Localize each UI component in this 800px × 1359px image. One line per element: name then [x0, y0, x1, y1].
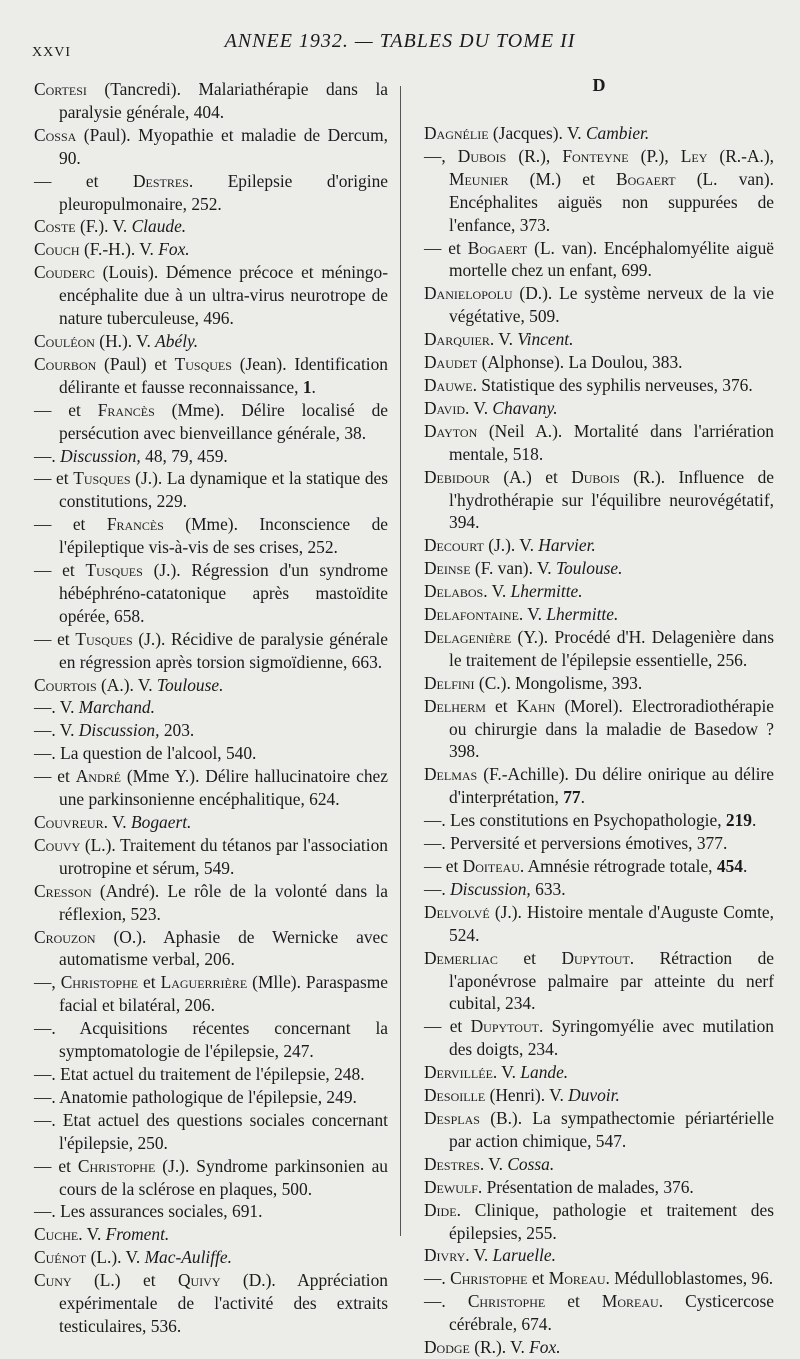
- index-entry: [424, 855, 774, 878]
- entry-text: —.: [424, 1268, 451, 1289]
- entry-text: . V.: [465, 1245, 493, 1266]
- entry-text: (L. van). Encéphalomyélite aiguë mortelle chez un enfant, 699.: [449, 237, 775, 281]
- index-entry: [34, 559, 388, 628]
- column-divider: [400, 86, 401, 1236]
- author-name: Dide: [424, 1199, 457, 1220]
- cross-reference: Discussion,: [60, 445, 141, 466]
- author-name: Cuche: [34, 1224, 79, 1245]
- cross-reference: Cambier.: [585, 123, 650, 143]
- author-name: Destres: [132, 170, 189, 191]
- entry-text: (Neil A.). Mortalité dans l'arriération mentale, 518.: [449, 420, 774, 464]
- entry-text: et: [485, 695, 517, 716]
- author-name: Daudet: [424, 352, 478, 373]
- author-name: Bogaert: [467, 237, 528, 258]
- author-name: Dauwe: [424, 374, 473, 395]
- entry-text: — et: [34, 468, 74, 489]
- entry-text: (Morel). Electroradiothérapie ou chirurgie dans la maladie de Basedow ? 398.: [449, 695, 774, 762]
- author-name: Dubois: [571, 466, 620, 487]
- entry-text: — et: [424, 856, 463, 876]
- entry-text: —,: [34, 972, 61, 993]
- index-entry: [424, 1153, 774, 1176]
- entry-text: (J.). Régression d'un syndrome hébéphréno-catatonique après mastoïdite opérée, 658.: [59, 560, 388, 626]
- index-entry: [424, 122, 774, 145]
- entry-text: 633.: [530, 878, 566, 899]
- entry-text: —. V.: [34, 720, 79, 741]
- index-entry: [34, 811, 388, 834]
- entry-text: (Jean). Identification délirante et fausse reconnaissance,: [59, 353, 388, 397]
- entry-text: —. Les constitutions en Psychopathologie,: [424, 810, 726, 831]
- author-name: Quivy: [177, 1270, 221, 1291]
- author-name: Dayton: [424, 420, 478, 441]
- cross-reference: Duvoir.: [568, 1085, 620, 1106]
- author-name: Fonteyne: [562, 145, 629, 166]
- index-entry: [424, 1107, 774, 1153]
- index-entry: [34, 765, 388, 811]
- index-entry: [424, 534, 774, 557]
- entry-text: (Y.). Procédé d'H. Delagenière dans le traitement de l'épilepsie essentielle, 256.: [449, 626, 774, 670]
- entry-text: (J.). V.: [483, 535, 539, 556]
- entry-text: —. Les assurances sociales, 691.: [34, 1201, 263, 1222]
- author-name: Cortesi: [34, 79, 87, 99]
- author-name: Crouzon: [34, 926, 96, 947]
- cross-reference: Toulouse.: [156, 674, 224, 695]
- index-entry: [34, 78, 388, 124]
- entry-text: . Syringomyélie avec mutilation des doigts, 234.: [449, 1016, 774, 1060]
- entry-text: . Cysticercose cérébrale, 674.: [449, 1291, 774, 1335]
- index-entry: [34, 330, 388, 353]
- author-name: Christophe: [77, 1155, 156, 1176]
- author-name: Tusques: [85, 560, 143, 581]
- author-name: Tusques: [73, 468, 131, 489]
- author-name: Desplas: [424, 1107, 480, 1128]
- author-name: Delmas: [424, 764, 478, 785]
- author-name: Cresson: [34, 880, 92, 901]
- author-name: Tusques: [75, 628, 133, 649]
- running-title: ANNEE 1932. — TABLES DU TOME II: [224, 30, 576, 52]
- author-name: Delvolvé: [424, 901, 490, 922]
- author-name: Cuénot: [34, 1247, 87, 1268]
- index-entry: [34, 353, 388, 399]
- index-entry: [424, 1176, 774, 1199]
- author-name: Demerliac: [424, 947, 498, 968]
- entry-text: (J.). Récidive de paralysie générale en régression après torsion sigmoïdienne, 663.: [59, 628, 389, 672]
- cross-reference: Fox.: [529, 1337, 561, 1358]
- author-name: Dubois: [457, 145, 507, 166]
- index-entry: [34, 926, 388, 972]
- entry-text: (R.). V.: [469, 1337, 530, 1358]
- author-name: Dupytout: [561, 947, 630, 968]
- author-name: Divry: [424, 1245, 466, 1266]
- author-name: Dagnélie: [424, 123, 489, 143]
- author-name: Delagenière: [424, 626, 512, 647]
- entry-text: 203.: [159, 720, 195, 741]
- author-name: Couvreur: [34, 812, 104, 832]
- entry-text: —. Etat actuel du traitement de l'épilepsie, 248.: [34, 1063, 365, 1084]
- author-name: Dewulf: [424, 1176, 478, 1197]
- author-name: Debidour: [424, 466, 490, 487]
- entry-text: . Clinique, pathologie et traitement des épilepsies, 255.: [449, 1199, 774, 1243]
- author-name: Tusques: [174, 353, 232, 374]
- entry-text: . V.: [483, 581, 511, 602]
- entry-text: et: [545, 1291, 602, 1312]
- entry-text: — et: [34, 399, 98, 420]
- cross-reference: Bogaert.: [131, 812, 192, 832]
- entry-text: —.: [34, 445, 61, 466]
- entry-text: . V.: [465, 397, 493, 418]
- entry-text: (Tancredi). Malariathérapie dans la paralysie générale, 404.: [59, 79, 388, 122]
- entry-text: (Mlle). Paraspasme facial et bilatéral, 206.: [59, 972, 388, 1016]
- entry-text: (Louis). Démence précoce et méningo-encéphalite due à un ultra-virus neurotrope de nature tuberculeuse, 496.: [59, 262, 388, 329]
- entry-text: (H.). V.: [94, 330, 156, 351]
- index-entry: [424, 328, 774, 351]
- entry-text: (Mme). Délire localisé de persécution avec bienveillance générale, 38.: [59, 399, 388, 443]
- index-entry: [34, 261, 388, 330]
- index-entry: [34, 399, 388, 445]
- index-entry: [34, 215, 388, 238]
- cross-reference: Mac-Auliffe.: [144, 1247, 232, 1268]
- entry-text: (J.). La dynamique et la statique des constitutions, 229.: [59, 468, 389, 512]
- author-name: Couléon: [34, 330, 95, 351]
- entry-text: (A.) et: [489, 466, 572, 487]
- entry-text: .: [311, 376, 316, 397]
- author-name: Darquier: [424, 329, 490, 350]
- entry-text: — et: [424, 237, 468, 258]
- index-entry: [424, 466, 774, 535]
- entry-text: (F.-Achille). Du délire onirique au délire d'interprétation,: [449, 764, 774, 808]
- index-entry: [424, 763, 774, 809]
- entry-text: (R.-A.),: [707, 145, 774, 166]
- entry-text: (Mme). Inconscience de l'épileptique vis-à-vis de ses crises, 252.: [59, 514, 388, 558]
- cross-reference: Discussion,: [78, 720, 160, 741]
- entry-text: — et: [34, 766, 76, 787]
- entry-text: . V.: [103, 812, 132, 832]
- index-entry: [424, 557, 774, 580]
- entry-text: (L.) et: [71, 1270, 178, 1291]
- author-name: Destres: [424, 1153, 480, 1174]
- right-entries: [424, 122, 774, 1359]
- entry-text: (L. van). Encéphalites aiguës non suppurées de l'enfance, 373.: [449, 168, 774, 235]
- entry-text: . Présentation de malades, 376.: [477, 1176, 694, 1197]
- index-entry: [424, 397, 774, 420]
- cross-reference: Discussion,: [450, 878, 531, 899]
- cross-reference: Lhermitte.: [546, 604, 619, 625]
- entry-text: (L.). Traitement du tétanos par l'association urotropine et sérum, 549.: [59, 834, 388, 878]
- index-entry: [424, 1267, 774, 1290]
- index-entry: [424, 901, 774, 947]
- index-entry: [34, 513, 388, 559]
- entry-text: —,: [424, 145, 458, 166]
- index-entry: [424, 603, 774, 626]
- entry-text: . Epilepsie d'origine pleuropulmonaire, 252.: [59, 170, 388, 214]
- entry-text: —. La question de l'alcool, 540.: [34, 743, 257, 764]
- index-entry: [424, 237, 774, 283]
- index-entry: [34, 1109, 388, 1155]
- index-entry: [424, 145, 774, 237]
- author-name: Christophe: [60, 972, 139, 993]
- index-entry: [34, 124, 388, 170]
- index-entry: [424, 832, 774, 855]
- entry-text: . V.: [489, 329, 518, 350]
- cross-reference: Lhermitte.: [510, 581, 583, 602]
- index-entry: [424, 1336, 774, 1359]
- entry-text: . V.: [479, 1153, 508, 1174]
- entry-text: (M.) et: [508, 168, 617, 189]
- entry-text: (L.). V.: [86, 1247, 145, 1268]
- index-entry: [424, 1199, 774, 1245]
- entry-text: (J.). Histoire mentale d'Auguste Comte, 524.: [449, 901, 774, 945]
- entry-text: (A.). V.: [96, 674, 157, 695]
- index-entry: [34, 238, 388, 261]
- author-name: Delfini: [424, 672, 475, 693]
- cross-reference: Cossa.: [507, 1153, 555, 1174]
- author-name: Deinse: [424, 558, 471, 579]
- index-entry: [34, 1063, 388, 1086]
- entry-text: (Paul). Myopathie et maladie de Dercum, 90.: [59, 124, 388, 168]
- index-entry: [34, 971, 388, 1017]
- right-column: [424, 74, 774, 1359]
- author-name: Cossa: [34, 124, 77, 145]
- index-entry: [34, 628, 388, 674]
- cross-reference: Laruelle.: [492, 1245, 556, 1266]
- entry-text: et: [497, 947, 562, 968]
- entry-text: —. Acquisitions récentes concernant la symptomatologie de l'épilepsie, 247.: [34, 1018, 388, 1062]
- author-name: Francès: [106, 514, 164, 535]
- author-name: Doiteau: [462, 856, 520, 876]
- index-entry: [424, 420, 774, 466]
- cross-reference: Toulouse.: [555, 558, 623, 579]
- index-entry: [34, 1086, 388, 1109]
- index-entry: [424, 580, 774, 603]
- author-name: André: [75, 766, 121, 787]
- author-name: Decourt: [424, 535, 484, 556]
- entry-text: (B.). La sympathectomie périartérielle par action chimique, 547.: [449, 1107, 774, 1151]
- author-name: Danielopolu: [424, 283, 513, 304]
- author-name: Francès: [97, 399, 155, 420]
- author-name: Couderc: [34, 262, 95, 283]
- author-name: Christophe: [450, 1268, 528, 1289]
- index-entry: [424, 1244, 774, 1267]
- entry-text: (O.). Aphasie de Wernicke avec automatisme verbal, 206.: [59, 926, 388, 970]
- entry-text: 454: [716, 856, 743, 876]
- author-name: Laguerrière: [160, 972, 248, 993]
- author-name: Kahn: [516, 695, 556, 716]
- entry-text: et: [138, 972, 161, 993]
- entry-text: (Alphonse). La Doulou, 383.: [477, 352, 683, 373]
- author-name: Christophe: [467, 1291, 546, 1312]
- entry-text: . V.: [518, 604, 547, 625]
- author-name: Dervillée: [424, 1062, 493, 1083]
- entry-text: — et: [34, 170, 133, 191]
- index-entry: [424, 351, 774, 374]
- entry-text: (D.). Le système nerveux de la vie végétative, 509.: [449, 283, 774, 327]
- author-name: Ley: [680, 145, 708, 166]
- entry-text: — et: [34, 560, 86, 581]
- author-name: Moreau: [601, 1291, 659, 1312]
- cross-reference: Harvier.: [538, 535, 596, 556]
- author-name: Dodge: [424, 1337, 470, 1358]
- entry-text: —. Etat actuel des questions sociales concernant l'épilepsie, 250.: [34, 1109, 388, 1153]
- entry-text: —. V.: [34, 697, 79, 718]
- entry-text: . V.: [78, 1224, 106, 1245]
- author-name: Courbon: [34, 353, 97, 374]
- index-entry: [424, 374, 774, 397]
- entry-text: (J.). Syndrome parkinsonien au cours de la sclérose en plaques, 500.: [59, 1155, 388, 1199]
- entry-text: —. Anatomie pathologique de l'épilepsie, 249.: [34, 1086, 357, 1107]
- section-letter: D: [592, 75, 606, 95]
- entry-text: —.: [424, 1291, 468, 1312]
- entry-text: et: [527, 1268, 549, 1289]
- index-entry: [34, 880, 388, 926]
- entry-text: .: [742, 856, 748, 876]
- cross-reference: Chavany.: [492, 397, 558, 418]
- entry-text: (D.). Appréciation expérimentale de l'activité des extraits testiculaires, 536.: [59, 1270, 388, 1336]
- index-entry: [34, 719, 388, 742]
- index-entry: [424, 947, 774, 1016]
- cross-reference: Froment.: [105, 1224, 170, 1245]
- entry-text: (Henri). V.: [485, 1085, 569, 1106]
- page-folio: XXVI: [32, 45, 71, 60]
- entry-text: . Rétraction de l'aponévrose palmaire par atteinte du nerf cubital, 234.: [449, 947, 774, 1014]
- index-entry: [34, 696, 388, 719]
- author-name: Meunier: [449, 168, 509, 189]
- entry-text: (F. van). V.: [470, 558, 556, 579]
- index-entry: [424, 1290, 774, 1336]
- entry-text: (P.),: [628, 145, 681, 166]
- left-column: [34, 78, 388, 1338]
- index-entry: [424, 1084, 774, 1107]
- index-entry: [34, 467, 388, 513]
- author-name: Cuny: [34, 1270, 72, 1291]
- entry-text: . V.: [492, 1062, 521, 1083]
- entry-text: .: [580, 787, 585, 808]
- entry-text: .: [751, 810, 757, 831]
- entry-text: (Mme Y.). Délire hallucinatoire chez une parkinsonienne encéphalitique, 624.: [59, 766, 388, 810]
- entry-text: — et: [34, 514, 107, 535]
- entry-text: (R.). Influence de l'hydrothérapie sur l'équilibre neurovégétatif, 394.: [449, 466, 774, 533]
- entry-text: 1: [302, 376, 312, 397]
- entry-text: — et: [424, 1016, 471, 1037]
- author-name: Coste: [34, 216, 76, 237]
- cross-reference: Marchand.: [78, 697, 155, 718]
- author-name: Moreau: [548, 1268, 606, 1289]
- entry-text: (Jacques). V.: [488, 123, 586, 143]
- author-name: Delabos: [424, 581, 484, 602]
- index-entry: [34, 834, 388, 880]
- index-entry: [34, 742, 388, 765]
- entry-text: 77: [563, 787, 581, 808]
- index-entry: [34, 1017, 388, 1063]
- author-name: Bogaert: [616, 168, 676, 189]
- cross-reference: Fox.: [158, 239, 190, 260]
- index-entry: [34, 674, 388, 697]
- cross-reference: Claude.: [131, 216, 187, 237]
- index-entry: [424, 695, 774, 764]
- entry-text: . Médulloblastomes, 96.: [605, 1268, 774, 1289]
- author-name: David: [424, 397, 466, 418]
- index-entry: [424, 878, 774, 901]
- entry-text: —.: [424, 878, 451, 899]
- index-entry: [424, 282, 774, 328]
- author-name: Couch: [34, 239, 80, 260]
- entry-text: (F.-H.). V.: [79, 239, 159, 260]
- entry-text: (F.). V.: [75, 216, 132, 237]
- index-entry: [424, 1015, 774, 1061]
- entry-text: (André). Le rôle de la volonté dans la réflexion, 523.: [59, 880, 388, 924]
- entry-text: 219: [725, 810, 752, 831]
- index-entry: [34, 1155, 388, 1201]
- index-entry: [424, 809, 774, 832]
- author-name: Delafontaine: [424, 604, 519, 625]
- cross-reference: Abély.: [155, 330, 199, 351]
- index-entry: [424, 1061, 774, 1084]
- entry-text: — et: [34, 628, 76, 649]
- cross-reference: Vincent.: [517, 329, 574, 350]
- entry-text: 48, 79, 459.: [140, 445, 228, 466]
- entry-text: (C.). Mongolisme, 393.: [474, 672, 643, 693]
- author-name: Desoille: [424, 1085, 486, 1106]
- entry-text: . Amnésie rétrograde totale,: [519, 856, 717, 876]
- author-name: Dupytout: [470, 1016, 539, 1037]
- index-entry: [424, 672, 774, 695]
- author-name: Delherm: [424, 695, 486, 716]
- entry-text: —. Perversité et perversions émotives, 377.: [424, 833, 728, 854]
- cross-reference: Lande.: [520, 1062, 569, 1083]
- entry-text: (Paul) et: [96, 353, 175, 374]
- index-entry: [34, 1223, 388, 1246]
- author-name: Courtois: [34, 674, 97, 695]
- entry-text: . Statistique des syphilis nerveuses, 376.: [472, 374, 753, 395]
- index-entry: [34, 1269, 388, 1338]
- index-entry: [34, 445, 388, 468]
- index-entry: [34, 170, 388, 216]
- entry-text: — et: [34, 1155, 78, 1176]
- index-entry: [424, 626, 774, 672]
- entry-text: (R.),: [506, 145, 563, 166]
- author-name: Couvy: [34, 834, 81, 855]
- index-entry: [34, 1200, 388, 1223]
